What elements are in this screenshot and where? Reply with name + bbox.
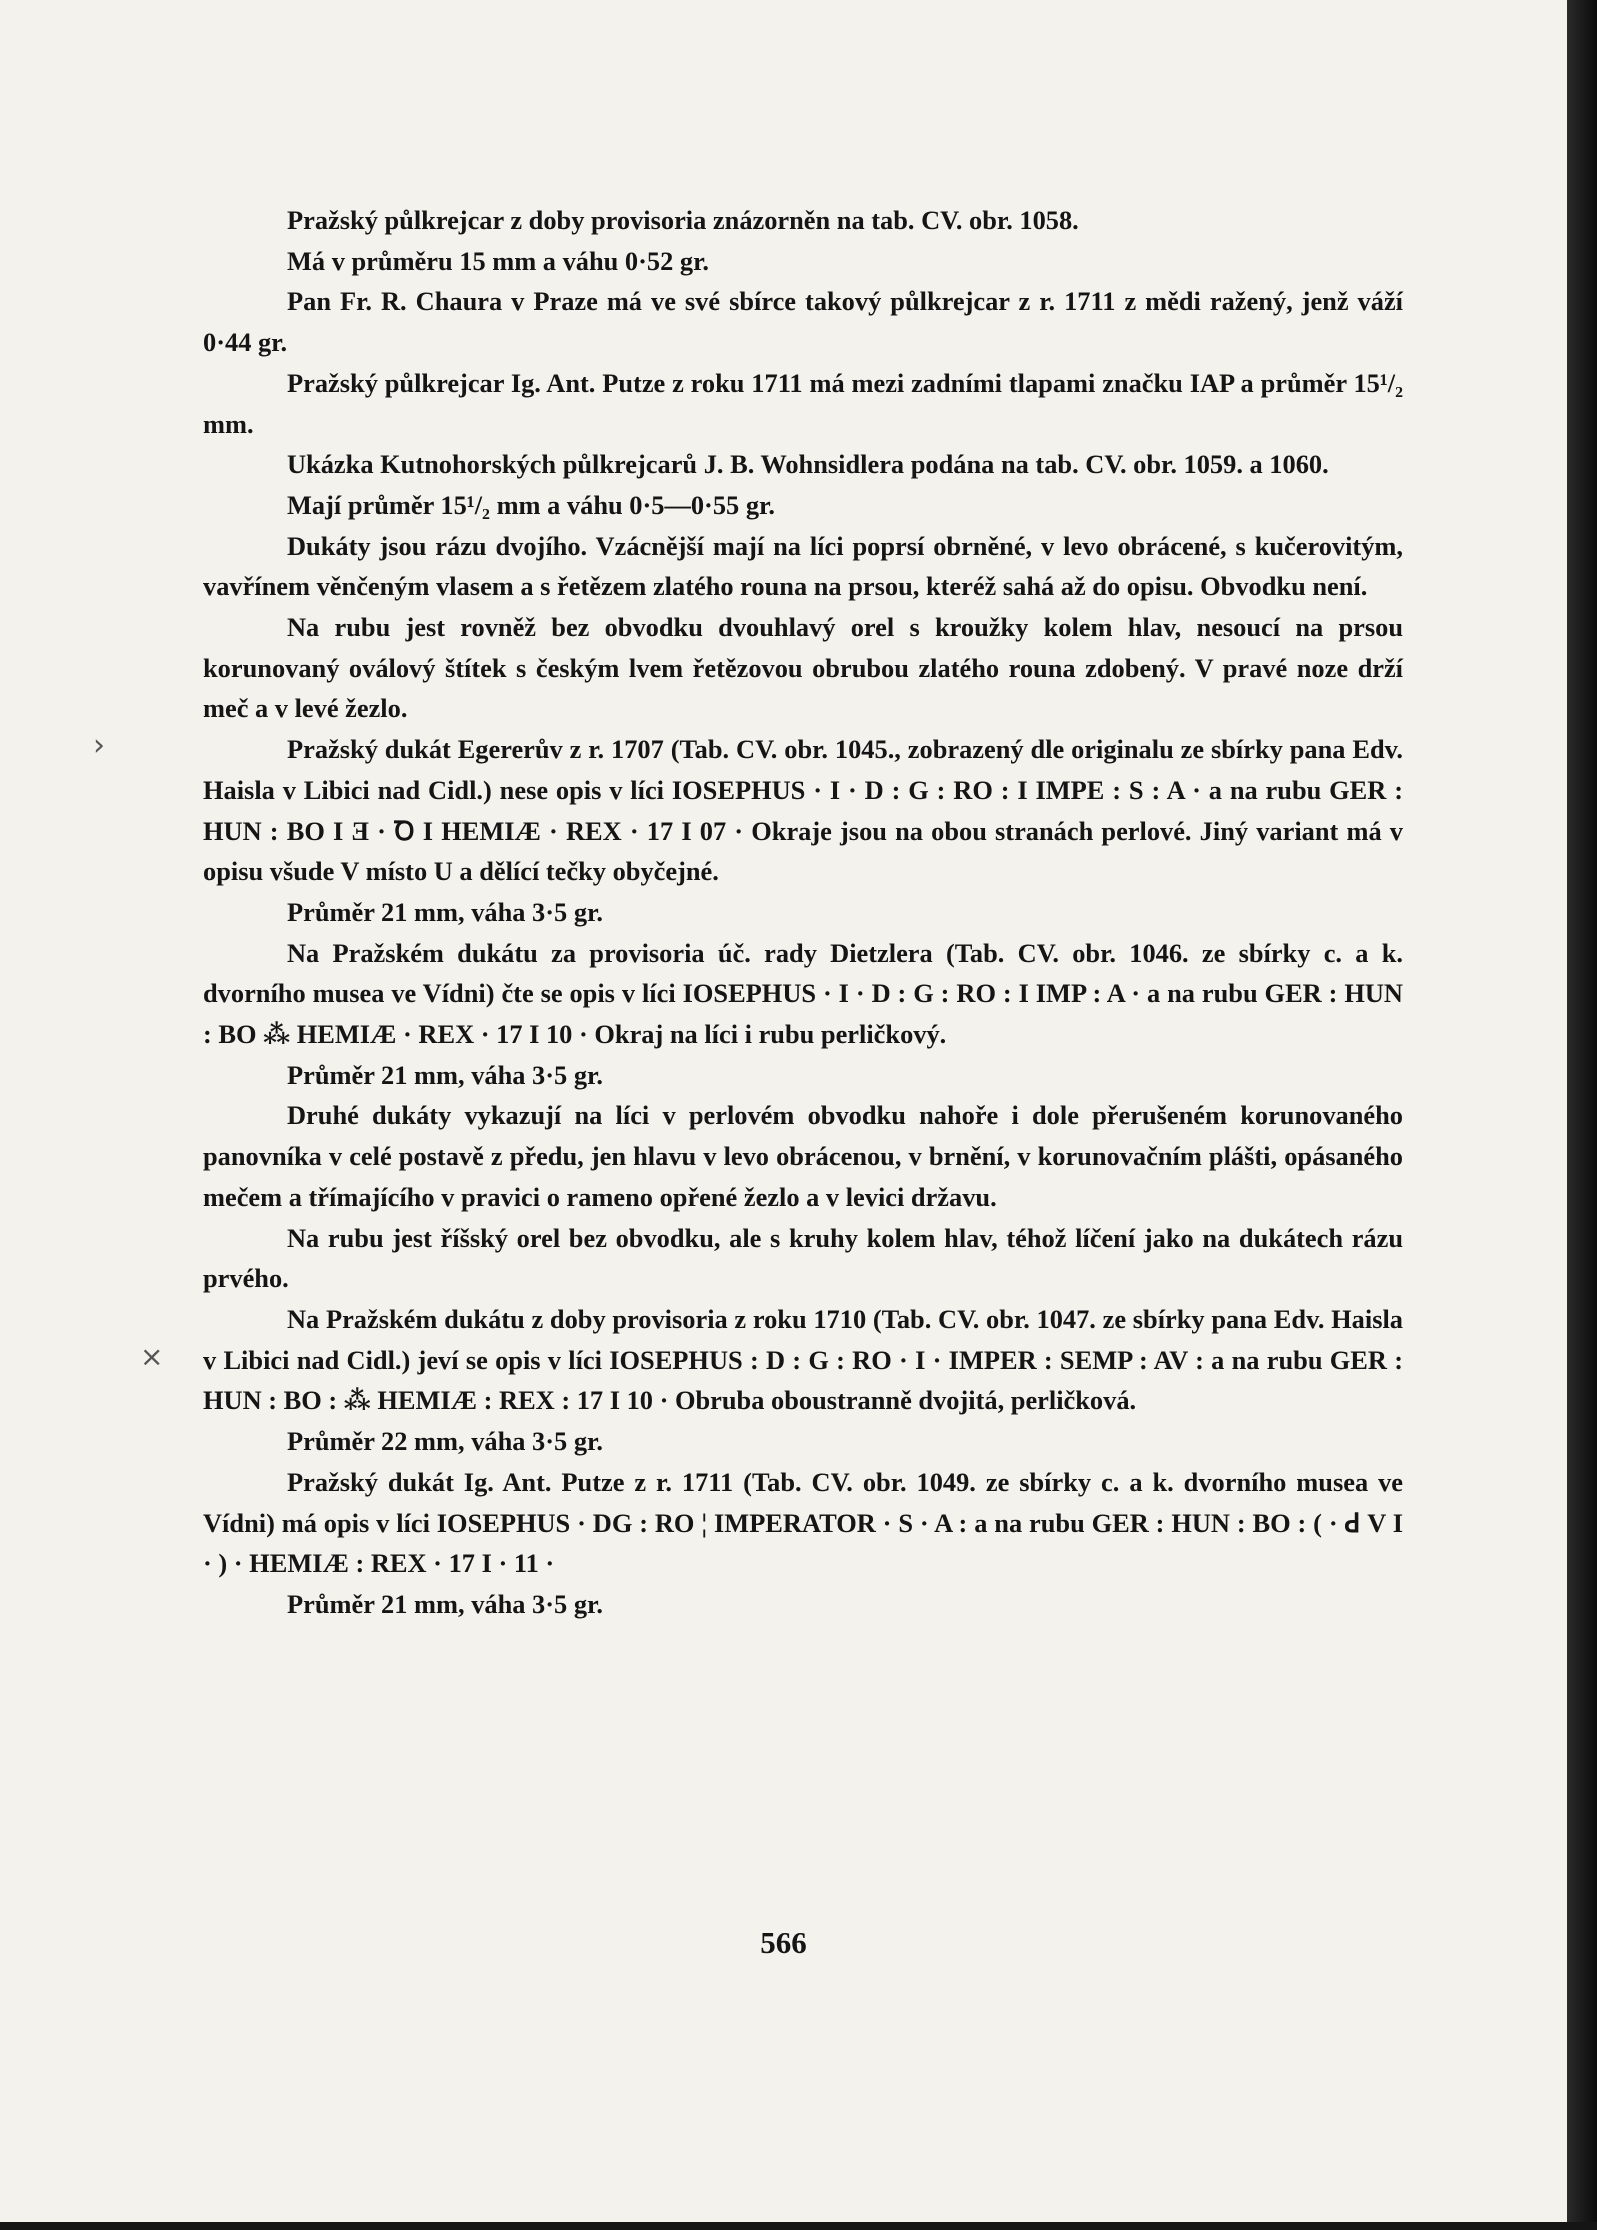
paragraph-12: Průměr 21 mm, váha 3·5 gr. <box>287 1059 603 1090</box>
text-body <box>203 200 1403 1625</box>
paragraph-10: Průměr 21 mm, váha 3·5 gr. <box>287 896 603 927</box>
page-bottom-shadow <box>0 2222 1597 2230</box>
paragraph-13: Druhé dukáty vykazují na líci v perlovém obvodku nahoře i dole přerušeném korunovaného panovníka v celé postavě z předu, jen hlavu v levo obrácenou, v brnění, v korunovačním plášti, opásaného mečem a třímajícího v pravici o rameno opřené žezlo a v levici državu. <box>203 1100 1403 1212</box>
paragraph-5: Ukázka Kutnohorských půlkrejcarů J. B. Wohnsidlera podána na tab. CV. obr. 1059. a 1060. <box>287 449 1329 480</box>
margin-cross-icon: × <box>140 1340 164 1373</box>
paragraph-9: Pražský dukát Egererův z r. 1707 (Tab. CV. obr. 1045., zobrazený dle originalu ze sbírky pana Edv. Haisla v Libici nad Cidl.) nese opis v líci IOSEPHUS · I · D : G : RO : I IMPE : S : A · a na rubu GER : HUN : BO I Ǝ · Ꝺ I HEMIÆ · REX · 17 I 07 · Okraje jsou na obou stranách perlové. Jiný variant má v opisu všude V místo U a dělící tečky obyčejné. <box>203 734 1403 887</box>
page-edge-shadow <box>1567 0 1597 2230</box>
paragraph-14: Na rubu jest říšský orel bez obvodku, ale s kruhy kolem hlav, téhož líčení jako na dukátech rázu prvého. <box>203 1222 1403 1294</box>
paragraph-1: Pražský půlkrejcar z doby provisoria znázorněn na tab. CV. obr. 1058. <box>287 205 1079 235</box>
page-number: 566 <box>760 1925 807 1960</box>
paragraph-18: Průměr 21 mm, váha 3·5 gr. <box>287 1588 603 1619</box>
paragraph-2: Má v průměru 15 mm a váhu 0·52 gr. <box>287 245 710 276</box>
paragraph-6: Mají průměr 15¹/₂ mm a váhu 0·5—0·55 gr. <box>287 489 775 520</box>
paragraph-11: Na Pražském dukátu za provisoria úč. rady Dietzlera (Tab. CV. obr. 1046. ze sbírky c. a k. dvorního musea ve Vídni) čte se opis v líci IOSEPHUS · I · D : G : RO : I IMP : A · a na rubu GER : HUN : BO ⁂ HEMIÆ · REX · 17 I 10 · Okraj na líci i rubu perličkový. <box>203 937 1403 1050</box>
paragraph-15: Na Pražském dukátu z doby provisoria z roku 1710 (Tab. CV. obr. 1047. ze sbírky pana Edv. Haisla v Libici nad Cidl.) jeví se opis v líci IOSEPHUS : D : G : RO · I · IMPER : SEMP : AV : a na rubu GER : HUN : BO : ⁂ HEMIÆ : REX : 17 I 10 · Obruba oboustranně dvojitá, perličková. <box>203 1303 1403 1416</box>
paragraph-8: Na rubu jest rovněž bez obvodku dvouhlavý orel s kroužky kolem hlav, nesoucí na prsou korunovaný oválový štítek s českým lvem řetězovou obrubou zlatého rouna zdobený. V pravé noze drží meč a v levé žezlo. <box>203 612 1403 724</box>
paragraph-4: Pražský půlkrejcar Ig. Ant. Putze z roku 1711 má mezi zadními tlapami značku IAP a průměr 15¹/₂ mm. <box>203 367 1403 439</box>
paragraph-17: Pražský dukát Ig. Ant. Putze z r. 1711 (Tab. CV. obr. 1049. ze sbírky c. a k. dvorního musea ve Vídni) má opis v líci IOSEPHUS · DG : RO ¦ IMPERATOR · S · A : a na rubu GER : HUN : BO : ( · ꓒ V I · ) · HEMIÆ : REX · 17 I · 11 · <box>203 1466 1403 1579</box>
paragraph-7: Dukáty jsou rázu dvojího. Vzácnější mají na líci poprsí obrněné, v levo obrácené, s kučerovitým, vavřínem věnčeným vlasem a s řetězem zlatého rouna na prsou, kteréž sahá až do opisu. Obvodku není. <box>203 530 1403 602</box>
margin-mark-icon: › <box>93 728 105 763</box>
paragraph-3: Pan Fr. R. Chaura v Praze má ve své sbírce takový půlkrejcar z r. 1711 z mědi ražený, jenž váží 0·44 gr. <box>203 286 1403 358</box>
paragraph-16: Průměr 22 mm, váha 3·5 gr. <box>287 1426 603 1457</box>
